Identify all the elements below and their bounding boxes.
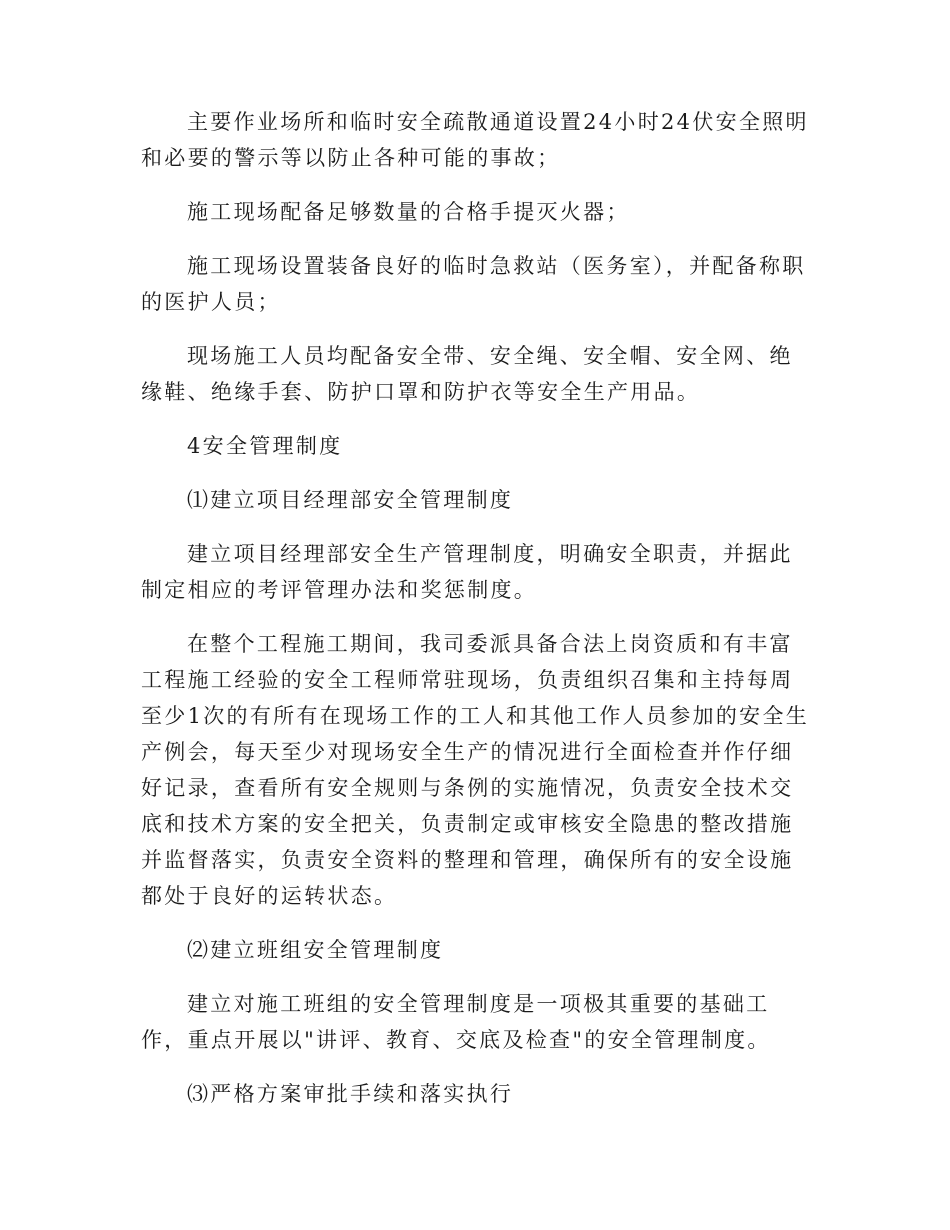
paragraph-fire-extinguishers: 施工现场配备足够数量的合格手提灭火器；	[187, 200, 630, 224]
paragraph-responsibility-system: 建立项目经理部安全生产管理制度，明确安全职责，并据此制定相应的考评管理办法和奖惩制度。	[141, 542, 793, 602]
paragraph-first-aid: 施工现场设置装备良好的临时急救站（医务室），并配备称职的医护人员；	[141, 254, 806, 314]
document-body	[141, 104, 811, 1130]
section-heading-safety-management: 4安全管理制度	[187, 434, 343, 458]
paragraph-team-system: 建立对施工班组的安全管理制度是一项极其重要的基础工作，重点开展以"讲评、教育、交底及检查"的安全管理制度。	[141, 992, 771, 1052]
subheading-project-department: ⑴建立项目经理部安全管理制度	[187, 488, 514, 512]
subheading-plan-approval: ⑶严格方案审批手续和落实执行	[187, 1082, 514, 1106]
paragraph-protective-gear: 现场施工人员均配备安全带、安全绳、安全帽、安全网、绝缘鞋、绝缘手套、防护口罩和防护衣等安全生产用品。	[141, 344, 793, 404]
subheading-team-management: ⑵建立班组安全管理制度	[187, 938, 444, 962]
paragraph-lighting: 主要作业场所和临时安全疏散通道设置24小时24伏安全照明和必要的警示等以防止各种可能的事故；	[141, 110, 809, 170]
paragraph-safety-engineer: 在整个工程施工期间，我司委派具备合法上岗资质和有丰富工程施工经验的安全工程师常驻现场，负责组织召集和主持每周至少1次的有所有在现场工作的工人和其他工作人员参加的安全生产例会，每天至少对现场安全生产的情况进行全面检查并作仔细好记录，查看所有安全规则与条例的实施情况，负责安全技术交底和技术方案的安全把关，负责制定或审核安全隐患的整改措施并监督落实，负责安全资料的整理和管理，确保所有的安全设施都处于良好的运转状态。	[141, 632, 810, 908]
